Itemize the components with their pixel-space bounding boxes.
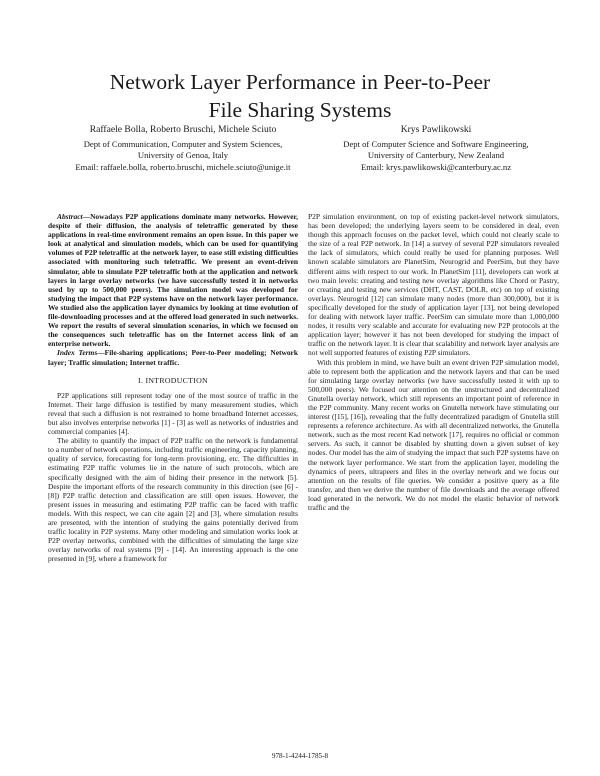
index-terms-label: Index Terms (57, 348, 98, 358)
body-paragraph: P2P simulation environment, on top of existing packet-level network simulators, has been developed; the underlying layers seem to be considered in deal, even though this approach focuses on the packet level, which could not clearly scale to the size of a real P2P network. In [14] a survey of several P2P simulators revealed the lack of simulators, which could really be used for planning purposes. Well known scalable simulators are PlanetSim, Neurogrid and PeerSim, but they have different aims with respect to our work. In PlanetSim [11], developers can work at two main levels: creating and testing new overlay algorithms like Chord or Pastry, or creating and testing new services (DHT, CAST, DOLR, etc) on top of existing overlays. Neurogrid [12] can simulate many nodes (more than 300,000), but it is specifically developed for the study of application layer [13], not being developed for dealing with network layer traffic. PeerSim can simulate more than 1,000,000 nodes, it results very scalable and accurate for evaluating new P2P protocols at the application layer; however it has not been developed for studying the impact of traffic on the network layer. It is clear that scalability and network layer analysis are not well supported features of existing P2P simulators. (308, 212, 559, 358)
index-terms-text: —File-sharing applications; Peer-to-Peer modeling; Network layer; Traffic simulation; Internet traffic. (48, 348, 298, 367)
author-names: Raffaele Bolla, Roberto Bruschi, Michele Sciuto (89, 124, 277, 135)
abstract-text: —Nowadays P2P applications dominate many networks. However, despite of their diffusion, the analysis of teletraffic generated by these applications in real-time environment remains an open issue. In this paper we look at analytical and simulation models, which can be used for quantifying volumes of P2P teletraffic at the network layer, to ease still existing difficulties associated with monitoring such teletraffic. We present an event-driven simulator, able to simulate P2P teletraffic both at the application and network layers in large overlay networks (we have successfully tested it in networks used by up to 500,000 peers). The simulation model was developed for studying the impact that P2P systems have on the network layer performance. We studied also the application layer dynamics by looking at time evolution of file-downloading processes and at the offered load generated in such networks. We report the results of several simulation scenarios, in which we focused on the consequences such teletraffic has on the Internet access link of an enterprise network. (48, 212, 298, 349)
intro-paragraph: The ability to quantify the impact of P2P traffic on the network is fundamental to a number of network operations, including traffic engineering, capacity planning, quality of service, forecasting for long-term provisioning, etc. The difficulties in estimating P2P traffic volumes lie in the nature of such protocols, which are specifically designed with the aim of hiding their presence in the network [5]. Despite the important efforts of the research community in this direction (see [6] - [8]) P2P traffic detection and classification are still open issues. However, the present issues in measuring and estimating P2P traffic can be faced with traffic models. With this respect, we can cite again [2] and [3], where simulation results are presented, with the intention of studying the gains potentially derived from traffic locality in P2P systems. Many other modeling and simulation works look at P2P overlay networks, combined with the difficulties of simulating the large size overlay networks of real systems [9] - [14]. An interesting approach is the one presented in [9], where a framework for (48, 436, 298, 564)
author-names: Krys Pawlikowski (400, 124, 472, 135)
abstract-label: Abstract (57, 212, 83, 221)
left-column (48, 212, 298, 563)
intro-paragraph: P2P applications still represent today one of the most source of traffic in the Internet. Their large diffusion is testified by many measurement studies, which reveal that such a diffusion is not restrained to home broadband Internet accesses, but also involves enterprise networks [1] - [3] as well as networks of industries and commercial companies [4]. (48, 390, 298, 437)
right-column (308, 212, 559, 512)
page-footer-isbn: 978-1-4244-1785-8 (271, 752, 329, 760)
index-terms (48, 348, 298, 366)
author-department: Dept of Communication, Computer and System Sciences, (83, 138, 283, 149)
author-department: Dept of Computer Science and Software Engineering, (343, 138, 529, 149)
paper-title (40, 68, 560, 124)
title-line-2: File Sharing Systems (208, 98, 392, 123)
author-institution: University of Canterbury, New Zealand (367, 150, 505, 161)
title-line-1: Network Layer Performance in Peer-to-Peer (109, 70, 491, 95)
section-heading-introduction: I. INTRODUCTION (138, 375, 208, 385)
author-email: Email: raffaele.bolla, roberto.bruschi, michele.sciuto@unige.it (75, 161, 291, 172)
author-institution: University of Genoa, Italy (137, 150, 229, 161)
body-paragraph: With this problem in mind, we have built an event driven P2P simulation model, able to represent both the application and the network layers and that can be used for simulating large overlay networks (we have successfully tested it with up to 500,000 peers). We focused our attention on the unstructured and decentralized Gnutella overlay network, which still represents an important point of reference in the P2P community. Many recent works on Gnutella network have stimulating our interest ([15], [16]), revealing that the fully decentralized paradigm of Gnutella still represents a reference architecture. As with all decentralized networks, the Gnutella network, such as the most recent Kad network [17], requires no official or common servers. As such, it cannot be disabled by shutting down a given subset of key nodes. Our model has the aim of studying the impact that such P2P systems have on the network layer performance. We start from the application layer, modeling the dynamics of peers, ultrapeers and files in the overlay network and we focus our attention on the results of file queries. We consider a positive query as a file transfer, and then we derive the number of file downloads and the average offered load generated in the network. We do not model the elastic behavior of network traffic and the (308, 357, 559, 512)
author-block-genoa (40, 124, 326, 173)
author-block-canterbury (300, 124, 572, 173)
abstract (48, 212, 298, 348)
author-email: Email: krys.pawlikowski@canterbury.ac.nz (360, 161, 512, 172)
